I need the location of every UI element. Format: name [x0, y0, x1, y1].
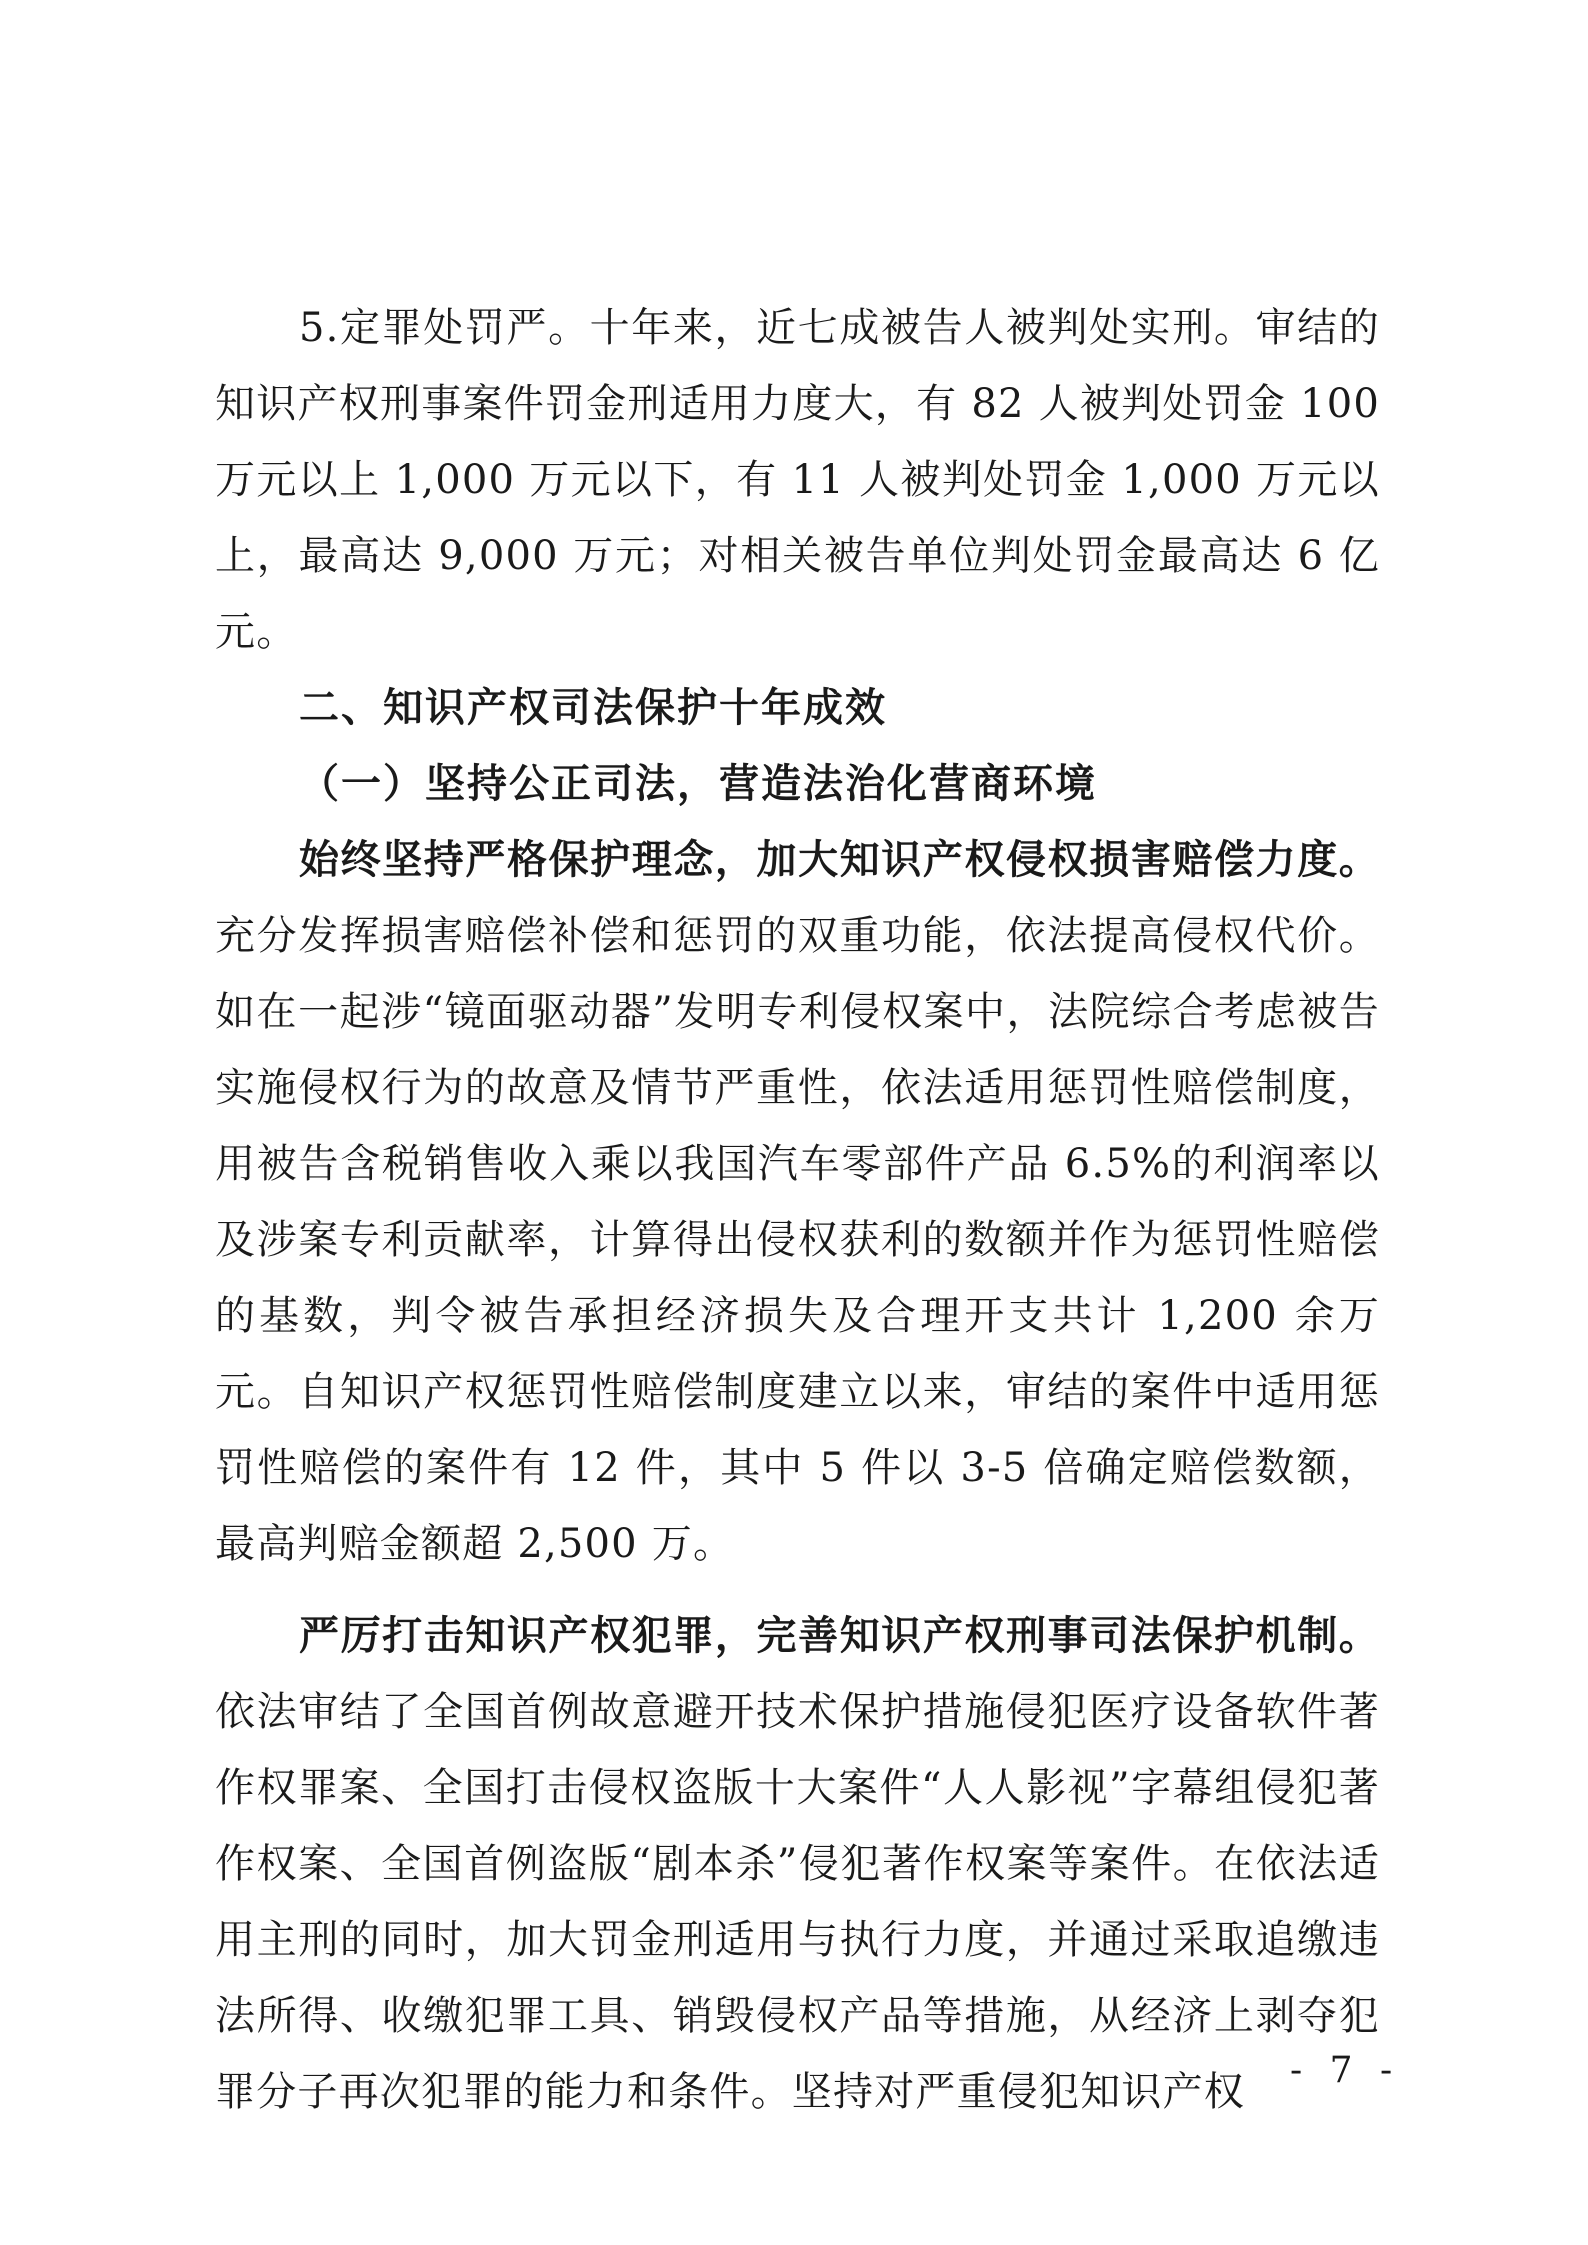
section-heading: 二、知识产权司法保护十年成效: [299, 685, 887, 731]
page-number: - 7 -: [1290, 2050, 1401, 2091]
paragraph-damages: [215, 822, 1380, 1582]
page-content: [215, 290, 1380, 2130]
paragraph-lead-sentence: 严厉打击知识产权犯罪，完善知识产权刑事司法保护机制。: [299, 1613, 1380, 1659]
paragraph-conviction-penalty: 5.定罪处罚严。十年来，近七成被告人被判处实刑。审结的知识产权刑事案件罚金刑适用力度大，有 82 人被判处罚金 100 万元以上 1,000 万元以下，有 11 人被判处罚金 1,000 万元以上，最高达 9,000 万元；对相关被告单位判处罚金最高达 6 亿元。: [215, 305, 1380, 655]
paragraph-body: 依法审结了全国首例故意避开技术保护措施侵犯医疗设备软件著作权罪案、全国打击侵权盗版十大案件“人人影视”字幕组侵犯著作权案、全国首例盗版“剧本杀”侵犯著作权案等案件。在依法适用主刑的同时，加大罚金刑适用与执行力度，并通过采取追缴违法所得、收缴犯罪工具、销毁侵权产品等措施，从经济上剥夺犯罪分子再次犯罪的能力和条件。坚持对严重侵犯知识产权: [215, 1689, 1380, 2115]
subsection-heading: （一）坚持公正司法，营造法治化营商环境: [299, 761, 1097, 807]
paragraph-body: 充分发挥损害赔偿补偿和惩罚的双重功能，依法提高侵权代价。如在一起涉“镜面驱动器”发明专利侵权案中，法院综合考虑被告实施侵权行为的故意及情节严重性，依法适用惩罚性赔偿制度，用被告含税销售收入乘以我国汽车零部件产品 6.5%的利润率以及涉案专利贡献率，计算得出侵权获利的数额并作为惩罚性赔偿的基数，判令被告承担经济损失及合理开支共计 1,200 余万元。自知识产权惩罚性赔偿制度建立以来，审结的案件中适用惩罚性赔偿的案件有 12 件，其中 5 件以 3-5 倍确定赔偿数额，最高判赔金额超 2,500 万。: [215, 913, 1380, 1567]
paragraph-criminal-protection: [215, 1598, 1380, 2130]
paragraph-lead-sentence: 始终坚持严格保护理念，加大知识产权侵权损害赔偿力度。: [299, 837, 1380, 883]
